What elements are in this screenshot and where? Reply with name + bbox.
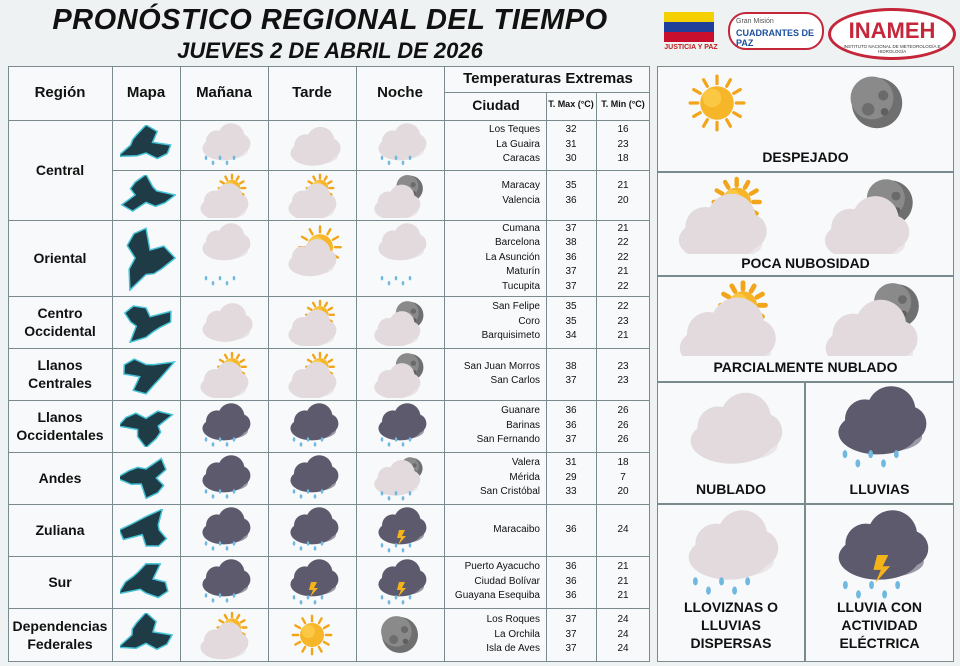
region-name (8, 573, 112, 591)
city-name: Valencia (502, 195, 540, 206)
drizzle-cloud-icon (370, 222, 430, 299)
temp-max: 36 (565, 195, 577, 206)
temp-min: 26 (617, 405, 629, 417)
region-name-line: Occidental (24, 323, 96, 339)
city-name: Coro (518, 315, 540, 327)
temp-max: 34 (565, 330, 577, 342)
city-name: Guanare (501, 405, 540, 417)
temp-max: 37 (565, 266, 577, 278)
column-divider (444, 66, 445, 662)
city-name: San Carlos (490, 375, 540, 386)
temp-min: 20 (617, 486, 629, 498)
header-temps: Temperaturas Extremas (463, 70, 633, 87)
region-name-line: Llanos (37, 409, 83, 425)
sun-icon (677, 68, 757, 143)
city-name: Los Roques (486, 614, 540, 626)
header-tmin: T. Min (°C) (601, 99, 645, 109)
region-map (120, 301, 176, 348)
region-name-line: Oriental (33, 250, 87, 266)
sun-cloud-icon (282, 298, 342, 351)
moon-icon (370, 610, 430, 665)
city-name: Mérida (509, 471, 540, 483)
temp-max: 36 (565, 419, 577, 431)
legend-panel (657, 66, 954, 662)
region-map (120, 125, 176, 170)
temp-min: 21 (617, 222, 629, 234)
region-name (8, 617, 112, 653)
temp-max: 31 (565, 457, 577, 469)
column-divider (112, 66, 113, 662)
region-name-line: Centrales (28, 375, 92, 391)
temp-min: 18 (617, 457, 629, 469)
column-divider (546, 92, 547, 662)
sun-cloud-icon (667, 174, 777, 259)
city-name: San Juan Morros (463, 360, 540, 372)
city-name: Caracas (502, 153, 540, 164)
city-name: Puerto Ayacucho (464, 561, 540, 573)
temp-min: 22 (617, 251, 629, 263)
temp-max: 35 (565, 301, 577, 313)
temp-max: 29 (565, 471, 577, 483)
temp-min: 20 (617, 195, 629, 206)
legend-label-rain: LLUVIAS (849, 481, 910, 497)
header-city: Ciudad (472, 97, 520, 113)
temp-max: 37 (565, 628, 577, 640)
temp-min: 22 (617, 280, 629, 292)
temp-min: 22 (617, 301, 629, 313)
header-region: Región (34, 84, 86, 101)
column-divider (596, 92, 597, 662)
header-tmax: T. Max (°C) (548, 99, 594, 109)
city-name: La Orchila (494, 628, 540, 640)
city-name: Cumana (502, 222, 540, 234)
sun-cloud-icon (667, 278, 787, 361)
region-map (120, 561, 176, 608)
temp-max: 37 (565, 643, 577, 655)
sun-cloud-icon (282, 350, 342, 403)
rain-cloud-icon (370, 402, 430, 455)
drizzle-cloud-icon (673, 508, 785, 607)
temp-min: 21 (617, 575, 629, 587)
region-name-line: Central (35, 162, 85, 178)
temp-max: 37 (565, 614, 577, 626)
temp-min: 26 (617, 434, 629, 446)
region-map (120, 353, 176, 400)
city-name: Guayana Esequiba (454, 590, 540, 602)
legend-label-drizzle: LLOVIZNAS O LLUVIAS DISPERSAS (683, 599, 779, 651)
drizzle-cloud-icon (370, 122, 430, 173)
region-name-line: Sur (48, 574, 72, 590)
region-map (120, 225, 176, 296)
storm-cloud-icon (370, 558, 430, 611)
region-name (8, 521, 112, 539)
temp-min: 21 (617, 330, 629, 342)
moon-cloud-icon (370, 172, 430, 223)
moon-cloud-icon (817, 174, 927, 259)
legend-label-cloudy: NUBLADO (696, 481, 766, 497)
drizzle-cloud-icon (194, 222, 254, 299)
moon-cloud-icon (370, 350, 430, 403)
legend-label-partly: PARCIALMENTE NUBLADO (713, 359, 898, 375)
forecast-table (8, 66, 650, 662)
rain-cloud-icon (194, 558, 254, 611)
region-name-line: Centro (37, 305, 83, 321)
temp-max: 37 (565, 434, 577, 446)
city-name: Barcelona (494, 237, 540, 249)
temp-max: 33 (565, 486, 577, 498)
cloud-icon (282, 122, 342, 173)
temp-min: 22 (617, 237, 629, 249)
city-name: Barinas (506, 419, 540, 431)
region-name (8, 304, 112, 340)
rain-cloud-icon (194, 506, 254, 559)
moon-icon (837, 68, 917, 143)
header-night: Noche (377, 84, 423, 101)
legend-label-few: POCA NUBOSIDAD (741, 255, 870, 271)
temp-max: 38 (565, 360, 577, 372)
column-divider (268, 66, 269, 662)
region-map (120, 509, 176, 556)
region-name (8, 469, 112, 487)
header-map: Mapa (126, 84, 166, 101)
region-name-line: Llanos (37, 357, 83, 373)
cloud-icon (675, 384, 785, 469)
temp-min: 24 (617, 523, 629, 535)
temp-max: 36 (565, 405, 577, 417)
temp-max: 36 (565, 575, 577, 587)
drizzle-cloud-icon (194, 122, 254, 173)
gran-mision-logo: Gran Misión CUADRANTES DE PAZ (728, 12, 824, 50)
temp-min: 23 (617, 315, 629, 327)
temp-max: 36 (565, 561, 577, 573)
sun-cloud-icon (194, 610, 254, 665)
temp-max: 32 (565, 124, 577, 135)
temp-max: 36 (565, 590, 577, 602)
rain-cloud-icon (282, 454, 342, 507)
sun-cloud-icon (282, 172, 342, 223)
city-name: San Felipe (492, 301, 540, 313)
sun-cloud-icon (194, 172, 254, 223)
city-name: Los Teques (489, 124, 540, 135)
header-afternoon: Tarde (292, 84, 332, 101)
table-border-right (649, 66, 650, 662)
temp-min: 26 (617, 419, 629, 431)
temp-max: 38 (565, 237, 577, 249)
temp-min: 7 (620, 471, 626, 483)
temp-min: 21 (617, 590, 629, 602)
rain-cloud-icon (194, 454, 254, 507)
storm-cloud-icon (823, 508, 935, 607)
rain-cloud-icon (823, 384, 933, 479)
forecast-date: JUEVES 2 DE ABRIL DE 2026 (177, 38, 483, 63)
storm-cloud-icon (370, 506, 430, 559)
city-name: Valera (511, 457, 540, 469)
temp-min: 16 (617, 124, 629, 135)
region-name (8, 161, 112, 179)
city-name: San Cristóbal (479, 486, 540, 498)
region-name-line: Dependencias (12, 618, 108, 634)
legend-label-clear: DESPEJADO (762, 149, 849, 165)
region-map (120, 175, 176, 220)
region-name-line: Federales (27, 636, 93, 652)
temp-min: 24 (617, 628, 629, 640)
row-divider (8, 120, 650, 121)
rain-cloud-icon (282, 402, 342, 455)
temp-max: 35 (565, 315, 577, 327)
temp-max: 37 (565, 375, 577, 386)
region-map (120, 457, 176, 504)
temp-max: 30 (565, 153, 577, 164)
cloud-icon (194, 298, 254, 351)
table-border-top (8, 66, 650, 67)
sun-cloud-icon (194, 350, 254, 403)
temp-max: 37 (565, 280, 577, 292)
temp-min: 24 (617, 614, 629, 626)
sun-icon (282, 610, 342, 665)
city-name: La Guaira (496, 138, 540, 150)
rain-cloud-icon (194, 402, 254, 455)
temp-min: 21 (617, 180, 629, 191)
moon-cloud-icon (370, 298, 430, 351)
temp-max: 36 (565, 251, 577, 263)
city-name: Ciudad Bolívar (474, 575, 540, 587)
region-name (8, 408, 112, 444)
temp-max: 37 (565, 222, 577, 234)
city-name: Isla de Aves (486, 643, 540, 655)
temp-min: 23 (617, 375, 629, 386)
column-divider (180, 66, 181, 662)
region-map (120, 405, 176, 452)
temp-min: 21 (617, 266, 629, 278)
temp-min: 23 (617, 138, 629, 150)
city-name: Maracaibo (493, 523, 540, 535)
region-name-line: Andes (38, 470, 82, 486)
region-name (8, 356, 112, 392)
logos-bar (660, 6, 955, 58)
venezuela-flag-logo (664, 12, 714, 42)
temp-max: 35 (565, 180, 577, 191)
region-name-line: Occidentales (16, 427, 104, 443)
temp-max: 36 (565, 523, 577, 535)
justicia-logo-text: JUSTICIA Y PAZ (664, 44, 718, 51)
city-name: Barquisimeto (481, 330, 540, 342)
city-name: Maracay (501, 180, 540, 191)
region-name (8, 249, 112, 267)
moon-drizzle-icon (370, 454, 430, 507)
city-name: La Asunción (485, 251, 540, 263)
temp-min: 23 (617, 360, 629, 372)
region-name-line: Zuliana (35, 522, 85, 538)
sun-cloud-icon (282, 222, 342, 299)
temp-min: 18 (617, 153, 629, 164)
legend-label-storm: LLUVIA CON ACTIVIDAD ELÉCTRICA (836, 599, 923, 651)
temp-min: 24 (617, 643, 629, 655)
city-name: Maturín (506, 266, 540, 278)
moon-cloud-icon (817, 278, 937, 361)
city-name: Tucupita (502, 280, 540, 292)
rain-cloud-icon (282, 506, 342, 559)
temps-header-divider (444, 92, 650, 93)
region-map (120, 613, 176, 662)
header (0, 0, 660, 66)
temp-min: 21 (617, 561, 629, 573)
storm-cloud-icon (282, 558, 342, 611)
page-title: PRONÓSTICO REGIONAL DEL TIEMPO (52, 4, 608, 36)
column-divider (356, 66, 357, 662)
header-morning: Mañana (196, 84, 252, 101)
inameh-logo: INAMEH INSTITUTO NACIONAL DE METEOROLOGÍA E HIDROLOGÍA (828, 8, 956, 60)
temp-max: 31 (565, 138, 577, 150)
city-name: San Fernando (476, 434, 540, 446)
